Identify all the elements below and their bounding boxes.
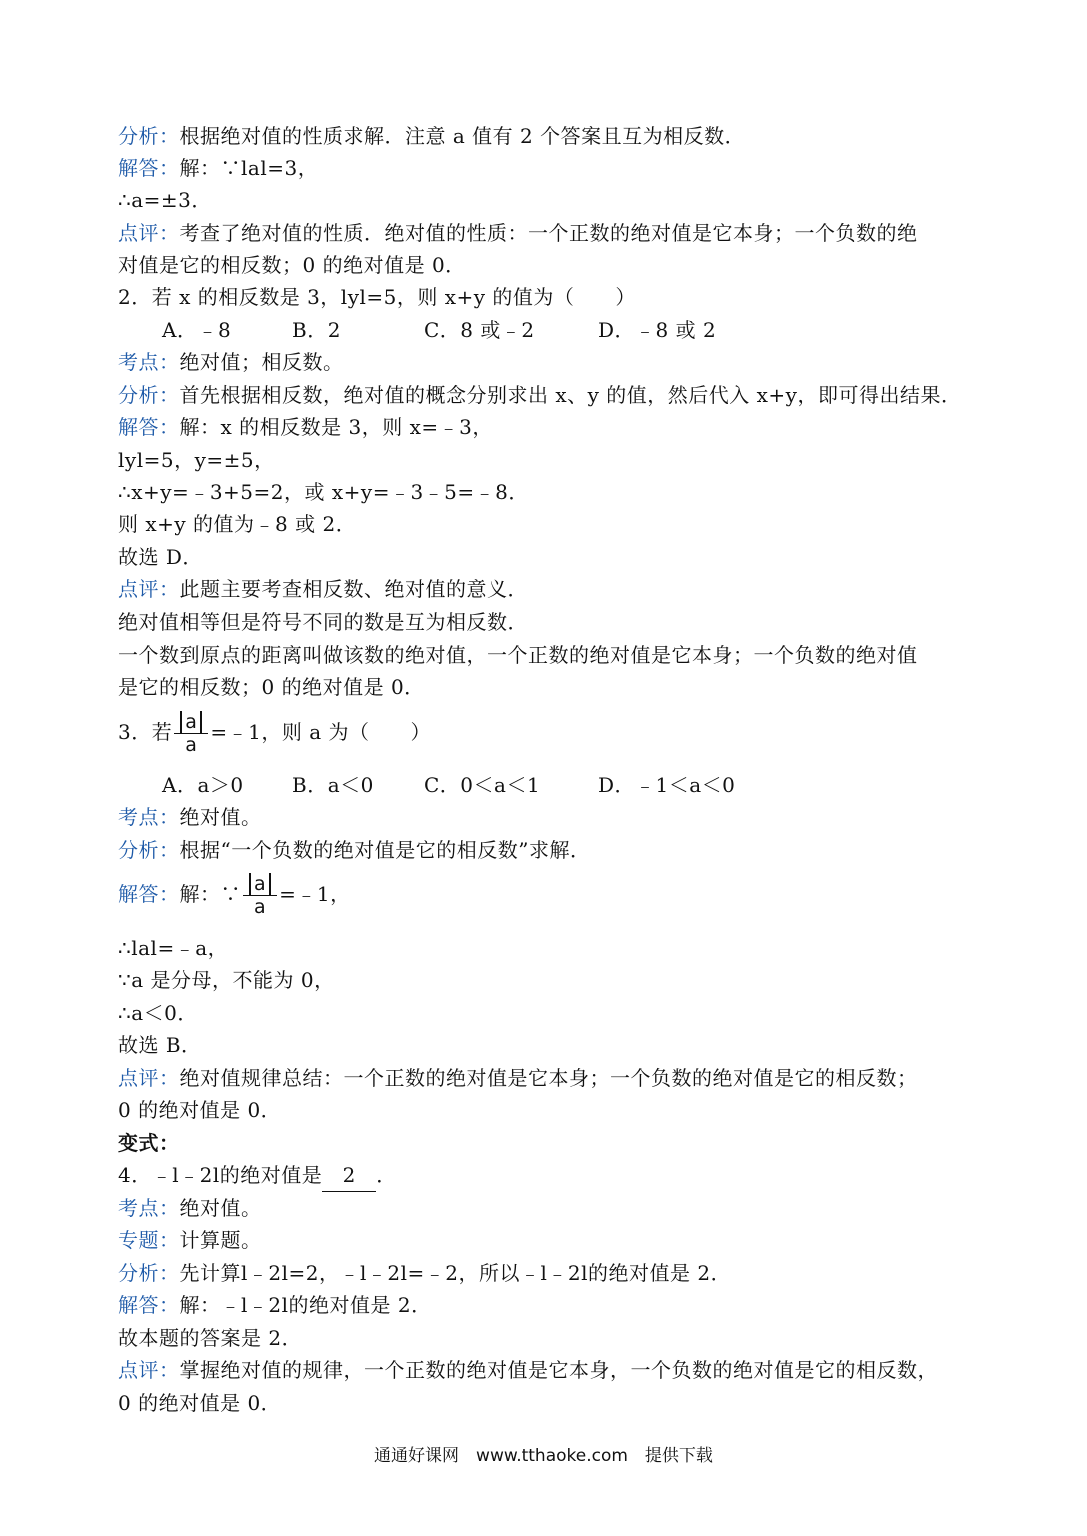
answer-text: ∴a＜0．	[118, 1001, 198, 1025]
option-a: A．﹣8	[162, 318, 232, 342]
answer-line: 解答：解：x 的相反数是 3，则 x=﹣3，	[118, 415, 493, 439]
question-2: 2．若 x 的相反数是 3，lyl=5，则 x+y 的值为（ ）	[118, 285, 636, 309]
comment-label: 点评：	[118, 1358, 180, 1382]
answer-line: 解答：解：∵ $\frac{a}{a}$ =﹣1，	[118, 873, 351, 918]
comment-label: 点评：	[118, 577, 180, 601]
analysis-label: 分析：	[118, 383, 180, 407]
topic-label: 专题：	[118, 1228, 180, 1252]
point-line: 考点：绝对值。	[118, 805, 262, 829]
answer-blank: 2	[322, 1159, 376, 1192]
answer-text: 故选 B．	[118, 1033, 202, 1057]
variant-heading: 变式：	[118, 1131, 180, 1155]
comment-label: 点评：	[118, 1066, 180, 1090]
comment-text: 是它的相反数；0 的绝对值是 0．	[118, 675, 425, 699]
answer-text: lyl=5，y=±5，	[118, 448, 275, 472]
answer-line: 解答：解：﹣l﹣2l的绝对值是 2．	[118, 1293, 432, 1317]
comment-text: 0 的绝对值是 0．	[118, 1098, 282, 1122]
analysis-label: 分析：	[118, 838, 180, 862]
question-3: 3．若 $\frac{a}{a}$ =﹣1，则 a 为（ ）	[118, 711, 432, 756]
answer-text: ∴lal=﹣a，	[118, 936, 229, 960]
comment-line: 点评：考查了绝对值的性质．绝对值的性质：一个正数的绝对值是它本身；一个负数的绝	[118, 221, 918, 245]
fraction: $\frac{a}{a}$	[243, 873, 277, 918]
answer-text: 故选 D．	[118, 545, 203, 569]
comment-text: 绝对值相等但是符号不同的数是互为相反数．	[118, 610, 528, 634]
analysis-label: 分析：	[118, 124, 180, 148]
option-c: C．0＜a＜1	[424, 773, 541, 797]
analysis-line: 分析：首先根据相反数，绝对值的概念分别求出 x、y 的值，然后代入 x+y，即可得出结果．	[118, 383, 962, 407]
page-footer: 通通好课网 www.tthaoke.com 提供下载	[374, 1446, 713, 1466]
comment-text: 0 的绝对值是 0．	[118, 1391, 282, 1415]
comment-text: 对值是它的相反数；0 的绝对值是 0．	[118, 253, 466, 277]
comment-label: 点评：	[118, 221, 180, 245]
analysis-line: 分析：根据绝对值的性质求解．注意 a 值有 2 个答案且互为相反数．	[118, 124, 746, 148]
question-3-options	[162, 769, 735, 801]
question-2-options	[162, 314, 716, 346]
answer-text: 故本题的答案是 2．	[118, 1326, 303, 1350]
point-label: 考点：	[118, 350, 180, 374]
question-4: 4．﹣l﹣2l的绝对值是 2 ．	[118, 1159, 397, 1192]
option-b: B．a＜0	[292, 773, 374, 797]
answer-text: ∵a 是分母，不能为 0，	[118, 968, 335, 992]
comment-line: 点评：此题主要考查相反数、绝对值的意义．	[118, 577, 528, 601]
point-label: 考点：	[118, 1196, 180, 1220]
option-b: B．2	[292, 318, 341, 342]
option-c: C．8 或﹣2	[424, 318, 535, 342]
point-line: 考点：绝对值；相反数。	[118, 350, 344, 374]
point-label: 考点：	[118, 805, 180, 829]
answer-label: 解答：	[118, 882, 180, 906]
answer-label: 解答：	[118, 415, 180, 439]
comment-text: 一个数到原点的距离叫做该数的绝对值，一个正数的绝对值是它本身；一个负数的绝对值	[118, 643, 918, 667]
answer-text: ∴x+y=﹣3+5=2，或 x+y=﹣3﹣5=﹣8．	[118, 480, 529, 504]
analysis-line: 分析：先计算l﹣2l=2，﹣l﹣2l=﹣2，所以﹣l﹣2l的绝对值是 2．	[118, 1261, 732, 1285]
comment-line: 点评：绝对值规律总结：一个正数的绝对值是它本身；一个负数的绝对值是它的相反数；	[118, 1066, 918, 1090]
fraction: $\frac{a}{a}$	[174, 711, 208, 756]
option-d: D．﹣1＜a＜0	[598, 773, 736, 797]
topic-line: 专题：计算题。	[118, 1228, 262, 1252]
answer-text: ∴a=±3．	[118, 188, 212, 212]
analysis-line: 分析：根据“一个负数的绝对值是它的相反数”求解．	[118, 838, 591, 862]
answer-text: 则 x+y 的值为﹣8 或 2．	[118, 512, 357, 536]
answer-label: 解答：	[118, 1293, 180, 1317]
answer-line: 解答：解：∵lal=3，	[118, 156, 319, 180]
comment-line: 点评：掌握绝对值的规律，一个正数的绝对值是它本身，一个负数的绝对值是它的相反数，	[118, 1358, 938, 1382]
analysis-label: 分析：	[118, 1261, 180, 1285]
point-line: 考点：绝对值。	[118, 1196, 262, 1220]
option-a: A．a＞0	[162, 773, 244, 797]
option-d: D．﹣8 或 2	[598, 318, 717, 342]
answer-label: 解答：	[118, 156, 180, 180]
